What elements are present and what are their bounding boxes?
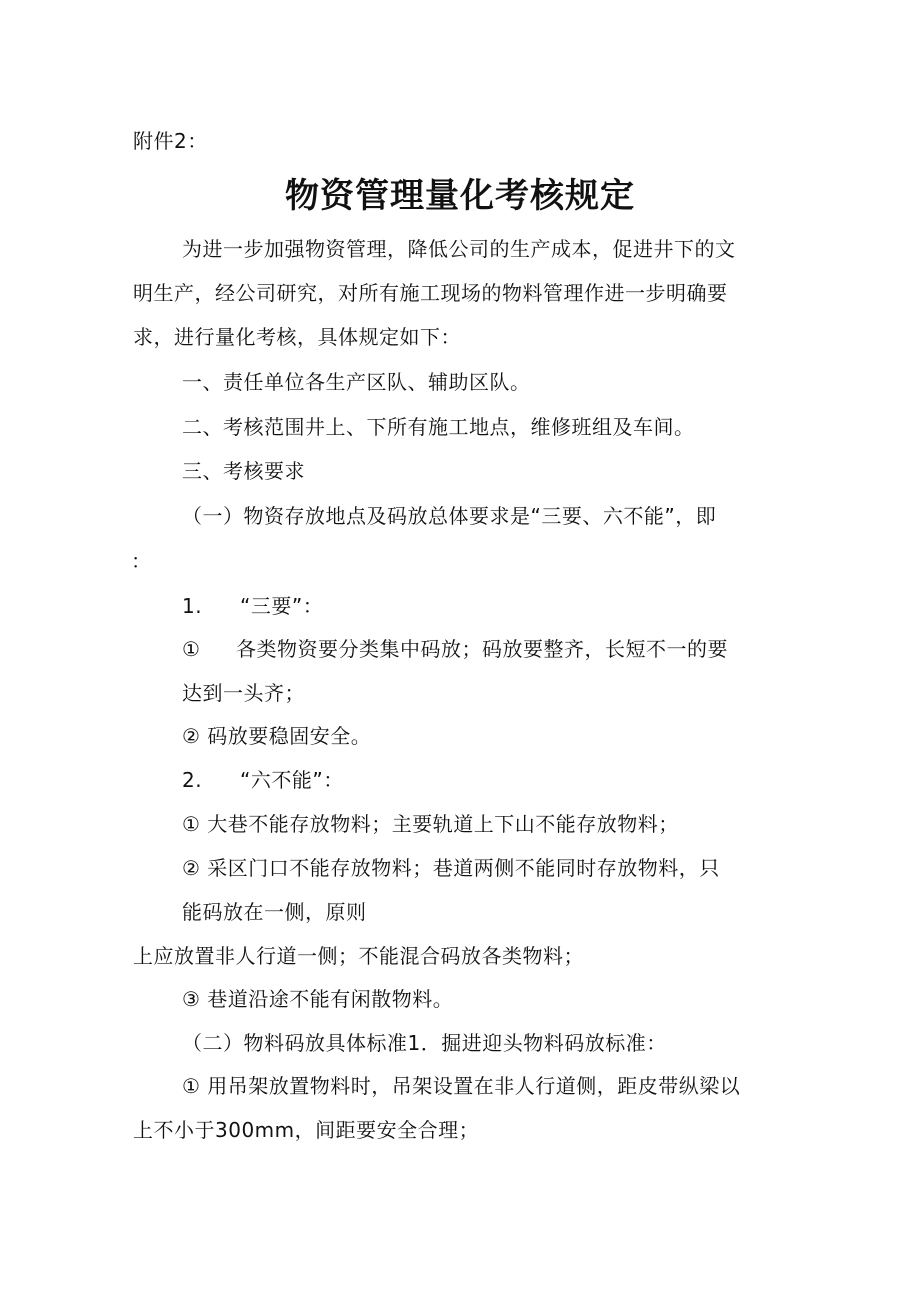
item-2-heading — [182, 767, 344, 793]
item-1-number: 1. — [182, 594, 203, 618]
attachment-label: 附件2： — [133, 129, 208, 153]
subsection-2-point-1-cont: 上不小于300mm，间距要安全合理； — [133, 1118, 480, 1142]
intro-line-2: 明生产，经公司研究，对所有施工现场的物料管理作进一步明确要 — [133, 281, 728, 305]
item-1-point-1-marker: ① — [182, 637, 201, 661]
subsection-2-heading: （二）物料码放具体标准1．掘进迎头物料码放标准： — [182, 1031, 667, 1055]
section-3: 三、考核要求 — [182, 459, 305, 483]
item-1-label: “三要”： — [240, 594, 324, 618]
section-2: 二、考核范围井上、下所有施工地点，维修班组及车间。 — [182, 415, 695, 439]
item-1-heading — [182, 593, 323, 619]
item-1-point-1-text: 各类物资要分类集中码放；码放要整齐，长短不一的要 — [236, 637, 728, 661]
subsection-2-point-1: ① 用吊架放置物料时，吊架设置在非人行道侧，距皮带纵梁以 — [182, 1074, 741, 1098]
intro-line-3: 求，进行量化考核，具体规定如下： — [133, 325, 461, 349]
subsection-1-tail: ： — [131, 549, 152, 573]
intro-line-1: 为进一步加强物资管理，降低公司的生产成本，促进井下的文 — [182, 237, 736, 261]
page-title: 物资管理量化考核规定 — [285, 176, 635, 216]
item-2-point-2-cont2: 上应放置非人行道一侧；不能混合码放各类物料； — [133, 944, 584, 968]
item-2-point-2: ② 采区门口不能存放物料；巷道两侧不能同时存放物料，只 — [182, 856, 720, 880]
item-2-point-3: ③ 巷道沿途不能有闲散物料。 — [182, 987, 454, 1011]
item-2-point-1: ① 大巷不能存放物料；主要轨道上下山不能存放物料； — [182, 812, 679, 836]
subsection-1-heading: （一）物资存放地点及码放总体要求是“三要、六不能”，即 — [182, 504, 717, 528]
item-1-point-1-cont: 达到一头齐； — [182, 681, 305, 705]
item-1-point-1 — [182, 636, 728, 662]
item-2-point-2-cont: 能码放在一侧，原则 — [182, 900, 367, 924]
item-1-point-2: ② 码放要稳固安全。 — [182, 724, 372, 748]
item-2-number: 2. — [182, 768, 203, 792]
item-2-label: “六不能”： — [240, 768, 344, 792]
section-1: 一、责任单位各生产区队、辅助区队。 — [182, 370, 531, 394]
